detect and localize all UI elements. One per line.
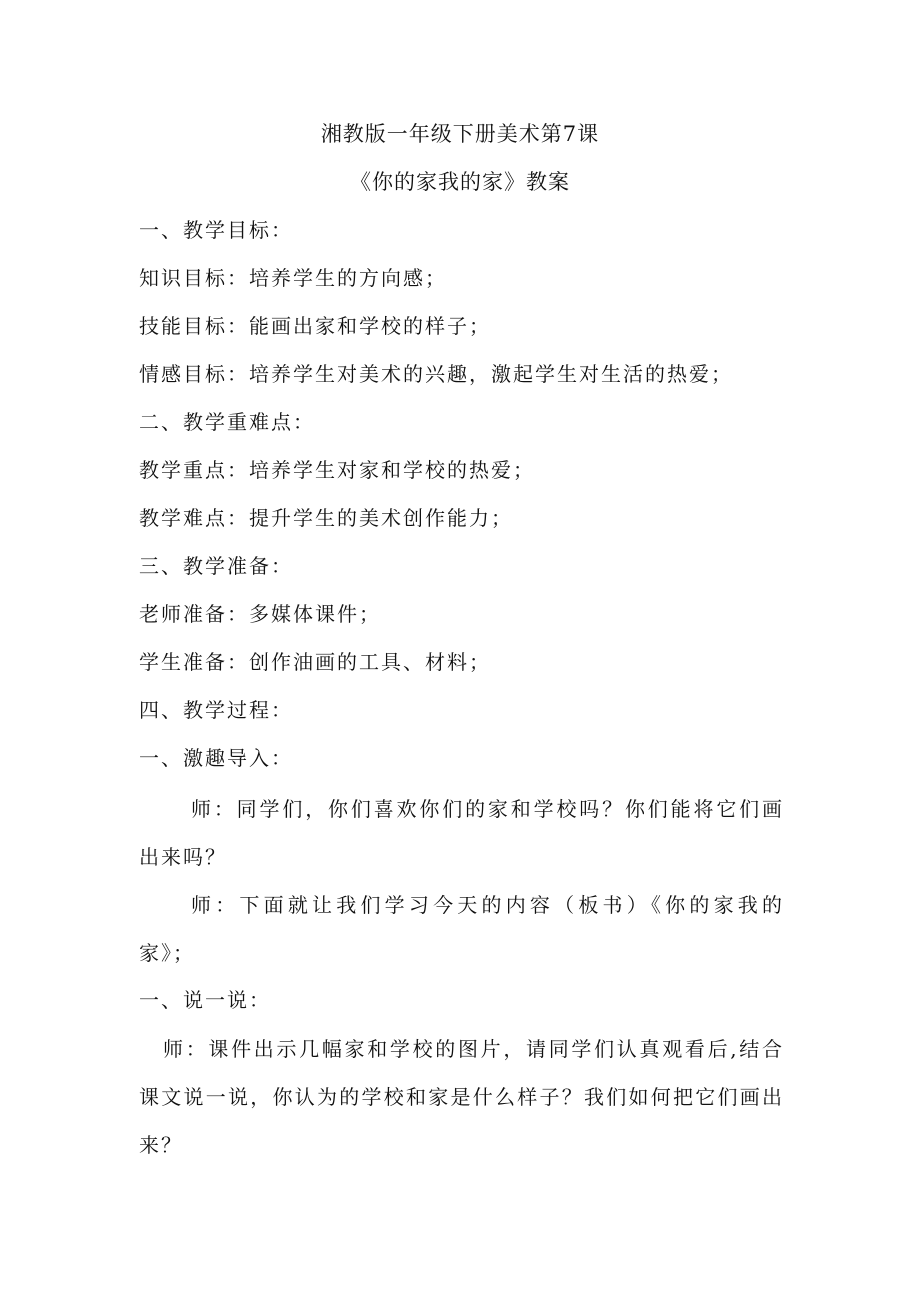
paragraph-discussion: 师：课件出示几幅家和学校的图片，请同学们认真观看后,结合课文说一说，你认为的学校和家是什么样子？我们如何把它们画出来？ [139, 1037, 784, 1157]
paragraph-introduction-question: 师：同学们，你们喜欢你们的家和学校吗？你们能将它们画出来吗？ [139, 797, 784, 869]
difficult-point: 教学难点：提升学生的美术创作能力； [139, 506, 513, 530]
student-preparation: 学生准备：创作油画的工具、材料； [139, 650, 491, 674]
paragraph-introduction-topic: 师：下面就让我们学习今天的内容（板书）《你的家我的家》； [139, 893, 784, 965]
document-title: 湘教版一年级下册美术第7课 [320, 122, 600, 146]
key-point: 教学重点：培养学生对家和学校的热爱； [139, 458, 535, 482]
section-heading-preparation: 三、教学准备： [139, 554, 293, 578]
objective-skill: 技能目标：能画出家和学校的样子； [139, 314, 491, 338]
section-heading-objectives: 一、教学目标： [139, 218, 293, 242]
step-heading-discussion: 一、说一说： [139, 988, 271, 1012]
section-heading-key-points: 二、教学重难点： [139, 410, 315, 434]
teacher-preparation: 老师准备：多媒体课件； [139, 602, 381, 626]
objective-emotion: 情感目标：培养学生对美术的兴趣，激起学生对生活的热爱； [139, 362, 733, 386]
step-heading-introduction: 一、激趣导入： [139, 746, 293, 770]
section-heading-process: 四、教学过程： [139, 698, 293, 722]
document-subtitle: 《你的家我的家》教案 [350, 170, 570, 194]
objective-knowledge: 知识目标：培养学生的方向感； [139, 266, 447, 290]
